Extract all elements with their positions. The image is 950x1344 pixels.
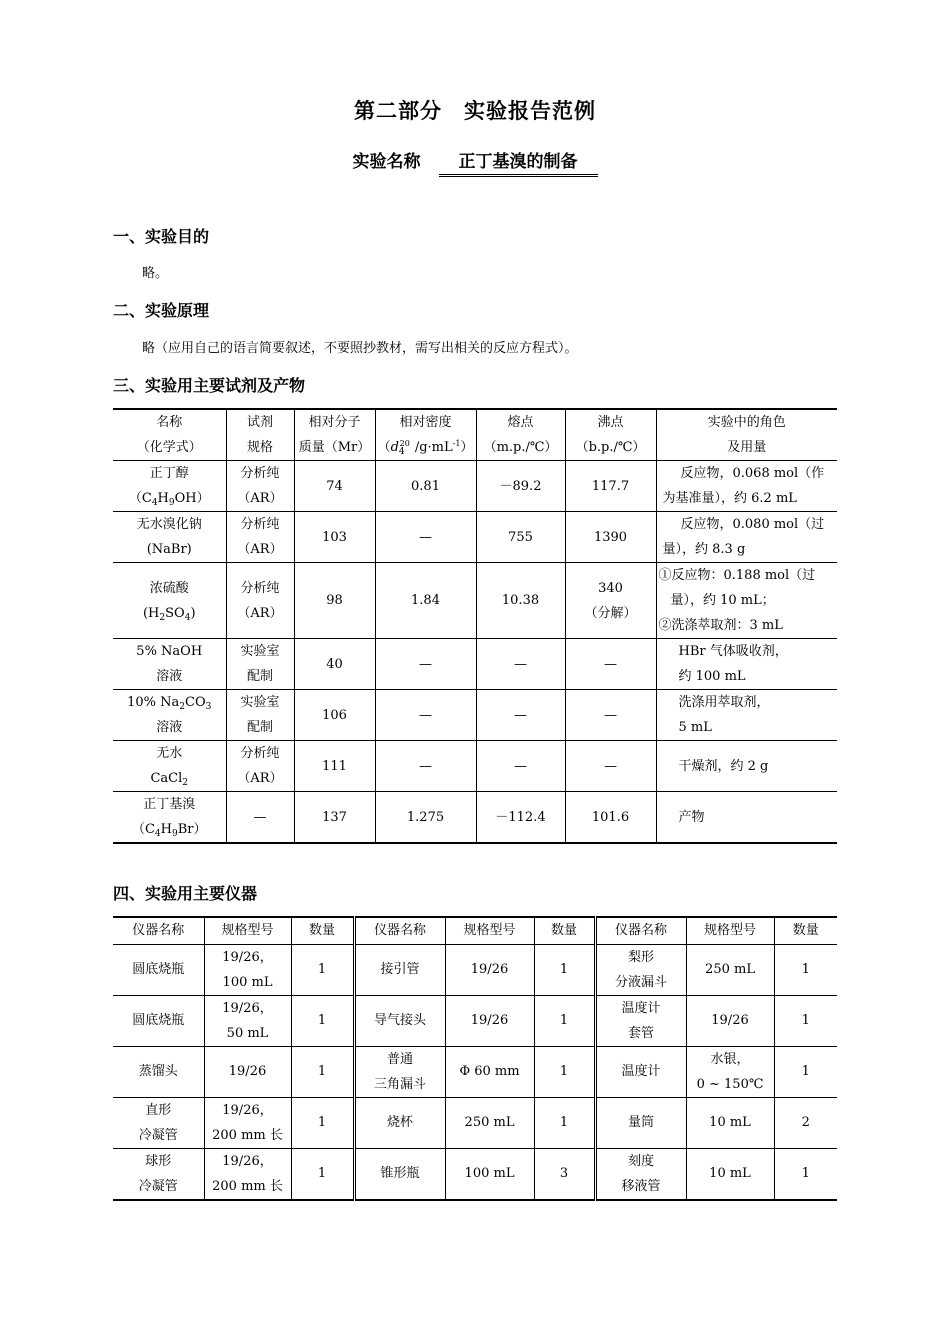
apparatus-cell-text: 1 xyxy=(559,1013,569,1028)
apparatus-cell-text: 1 xyxy=(317,962,327,977)
apparatus-cell-text: 圆底烧瓶 xyxy=(132,962,185,977)
apparatus-cell-text: 1 xyxy=(317,1166,327,1181)
apparatus-cell xyxy=(445,944,534,995)
apparatus-cell-text: 200 mm 长 xyxy=(212,1127,283,1143)
reagents-table xyxy=(113,408,837,844)
experiment-name-label: 实验名称 xyxy=(352,152,421,172)
apparatus-cell-text: 19/26 xyxy=(470,962,509,977)
header-spec: 试剂 规格 xyxy=(226,409,294,461)
apparatus-cell-text: 19/26， xyxy=(222,1153,273,1169)
table-row xyxy=(113,512,837,563)
apparatus-cell xyxy=(204,1046,291,1097)
table-row xyxy=(113,639,837,690)
reagent-bp: — xyxy=(565,639,656,690)
table-row xyxy=(113,1046,837,1097)
reagent-role: 产物 xyxy=(656,792,837,844)
reagent-role: 洗涤用萃取剂， 5 mL xyxy=(656,690,837,741)
reagent-spec: 实验室 配制 xyxy=(226,639,294,690)
apparatus-cell xyxy=(595,1046,686,1097)
reagent-name: 无水 CaCl$_2$ xyxy=(113,741,226,792)
reagent-mp: — xyxy=(476,741,565,792)
table-row xyxy=(113,792,837,844)
apparatus-header-cell: 仪器名称 xyxy=(595,917,686,944)
apparatus-cell-text: 三角漏斗 xyxy=(373,1076,426,1092)
apparatus-cell xyxy=(204,1148,291,1200)
reagent-spec: 实验室 配制 xyxy=(226,690,294,741)
apparatus-cell-text: 0 ~ 150℃ xyxy=(696,1076,764,1092)
apparatus-cell xyxy=(774,995,837,1046)
apparatus-cell xyxy=(445,1097,534,1148)
apparatus-cell-text: 移液管 xyxy=(621,1178,661,1194)
reagent-mr: 98 xyxy=(294,563,375,639)
apparatus-header-row xyxy=(113,917,837,944)
apparatus-cell-text: 分液漏斗 xyxy=(614,974,667,990)
apparatus-cell xyxy=(354,995,445,1046)
table-row xyxy=(113,741,837,792)
reagent-bp: 117.7 xyxy=(565,461,656,512)
reagent-bp: 101.6 xyxy=(565,792,656,844)
table-row xyxy=(113,563,837,639)
reagent-density: 1.275 xyxy=(375,792,476,844)
table-row xyxy=(113,461,837,512)
apparatus-cell xyxy=(534,1046,595,1097)
reagent-role: 反应物，0.068 mol（作 为基准量），约 6.2 mL xyxy=(656,461,837,512)
apparatus-cell-text: 水银， xyxy=(710,1051,750,1067)
experiment-name-line xyxy=(0,147,950,177)
apparatus-cell xyxy=(354,1148,445,1200)
apparatus-cell-text: Φ 60 mm xyxy=(459,1064,520,1079)
apparatus-cell-text: 圆底烧瓶 xyxy=(132,1013,185,1028)
apparatus-cell xyxy=(595,1097,686,1148)
apparatus-cell-text: 250 mL xyxy=(464,1115,515,1130)
apparatus-cell xyxy=(534,944,595,995)
apparatus-cell-text: 温度计 xyxy=(621,1064,661,1079)
apparatus-cell xyxy=(686,1148,774,1200)
apparatus-header-cell: 规格型号 xyxy=(445,917,534,944)
apparatus-cell xyxy=(774,944,837,995)
apparatus-header-cell: 数量 xyxy=(291,917,354,944)
reagent-density: — xyxy=(375,741,476,792)
apparatus-cell-text: 1 xyxy=(801,1166,810,1181)
apparatus-cell xyxy=(291,1148,354,1200)
apparatus-cell xyxy=(534,995,595,1046)
page-title xyxy=(0,95,950,125)
reagent-density: — xyxy=(375,690,476,741)
header-density: 相对密度 （$d_4^{20}$ $/g\cdot mL^{-1}$） xyxy=(375,409,476,461)
apparatus-cell xyxy=(113,1148,204,1200)
apparatus-header-cell: 规格型号 xyxy=(204,917,291,944)
apparatus-cell xyxy=(534,1097,595,1148)
apparatus-cell xyxy=(291,1046,354,1097)
apparatus-cell xyxy=(204,1097,291,1148)
reagent-mr: 111 xyxy=(294,741,375,792)
apparatus-cell xyxy=(686,1046,774,1097)
reagent-mr: 106 xyxy=(294,690,375,741)
apparatus-cell xyxy=(354,944,445,995)
reagent-name: 无水溴化钠 (NaBr) xyxy=(113,512,226,563)
apparatus-cell-text: 1 xyxy=(559,1064,569,1079)
apparatus-cell xyxy=(534,1148,595,1200)
apparatus-cell-text: 1 xyxy=(801,1013,810,1028)
apparatus-cell-text: 100 mL xyxy=(464,1166,515,1181)
apparatus-cell xyxy=(595,1148,686,1200)
reagent-spec: 分析纯 （AR） xyxy=(226,563,294,639)
header-bp: 沸点 （b.p./℃） xyxy=(565,409,656,461)
reagent-name: 5% NaOH 溶液 xyxy=(113,639,226,690)
apparatus-cell-text: 1 xyxy=(559,1115,569,1130)
reagent-mp: －112.4 xyxy=(476,792,565,844)
apparatus-header-cell: 数量 xyxy=(774,917,837,944)
reagent-mr: 137 xyxy=(294,792,375,844)
reagent-spec: 分析纯 （AR） xyxy=(226,512,294,563)
apparatus-cell xyxy=(291,995,354,1046)
header-name: 名称 （化学式） xyxy=(113,409,226,461)
section-heading-reagents: 三、实验用主要试剂及产物 xyxy=(113,376,306,395)
apparatus-cell-text: 梨形 xyxy=(627,949,654,965)
apparatus-cell xyxy=(291,944,354,995)
part-title: 实验报告范例 xyxy=(464,99,596,123)
reagent-bp: — xyxy=(565,690,656,741)
apparatus-cell-text: 1 xyxy=(559,962,569,977)
section-text-principle: 略（应用自己的语言简要叙述，不要照抄教材，需写出相关的反应方程式）。 xyxy=(142,341,578,356)
reagent-mr: 40 xyxy=(294,639,375,690)
apparatus-cell-text: 冷凝管 xyxy=(138,1178,178,1194)
apparatus-cell-text: 直形 xyxy=(145,1102,172,1118)
reagent-density: — xyxy=(375,639,476,690)
apparatus-cell xyxy=(774,1097,837,1148)
apparatus-cell xyxy=(445,1046,534,1097)
apparatus-cell xyxy=(204,944,291,995)
apparatus-cell-text: 19/26 xyxy=(711,1013,749,1028)
apparatus-header-cell: 仪器名称 xyxy=(354,917,445,944)
apparatus-cell xyxy=(354,1097,445,1148)
apparatus-cell-text: 2 xyxy=(801,1115,810,1130)
table-row xyxy=(113,944,837,995)
apparatus-header-cell: 仪器名称 xyxy=(113,917,204,944)
apparatus-cell xyxy=(686,944,774,995)
apparatus-cell-text: 1 xyxy=(317,1115,327,1130)
apparatus-cell-text: 普通 xyxy=(386,1051,413,1067)
apparatus-cell-text: 19/26， xyxy=(222,1102,273,1118)
section-heading-purpose: 一、实验目的 xyxy=(113,227,210,246)
apparatus-cell-text: 接引管 xyxy=(380,962,420,977)
table-row xyxy=(113,1148,837,1200)
apparatus-cell-text: 100 mL xyxy=(222,974,273,990)
reagent-density: 1.84 xyxy=(375,563,476,639)
apparatus-cell xyxy=(774,1046,837,1097)
apparatus-cell xyxy=(595,944,686,995)
reagent-name: 正丁基溴 $(C_4H_9Br)$ xyxy=(113,792,226,844)
apparatus-cell xyxy=(774,1148,837,1200)
table-row xyxy=(113,995,837,1046)
reagent-role: 反应物，0.080 mol（过 量），约 8.3 g xyxy=(656,512,837,563)
apparatus-cell xyxy=(113,944,204,995)
apparatus-cell xyxy=(445,995,534,1046)
reagent-density: 0.81 xyxy=(375,461,476,512)
apparatus-cell-text: 烧杯 xyxy=(386,1115,413,1130)
reagent-bp: 1390 xyxy=(565,512,656,563)
reagents-header-row xyxy=(113,409,837,461)
reagent-name: 正丁醇 $(C_4H_9OH)$ xyxy=(113,461,226,512)
apparatus-cell xyxy=(354,1046,445,1097)
apparatus-cell-text: 50 mL xyxy=(226,1025,269,1041)
apparatus-cell-text: 刻度 xyxy=(627,1153,654,1169)
reagent-spec: 分析纯 （AR） xyxy=(226,461,294,512)
reagent-name: 10% $Na_2CO_3$ 溶液 xyxy=(113,690,226,741)
apparatus-cell xyxy=(204,995,291,1046)
apparatus-cell xyxy=(291,1097,354,1148)
reagent-mp: 10.38 xyxy=(476,563,565,639)
header-role: 实验中的角色 及用量 xyxy=(656,409,837,461)
apparatus-cell xyxy=(686,1097,774,1148)
apparatus-cell-text: 10 mL xyxy=(709,1166,751,1181)
header-mr: 相对分子 质量（Mr） xyxy=(294,409,375,461)
apparatus-cell-text: 200 mm 长 xyxy=(212,1178,283,1194)
apparatus-cell-text: 温度计 xyxy=(621,1000,661,1016)
table-row xyxy=(113,690,837,741)
reagent-name: 浓硫酸 $(H_2SO_4)$ xyxy=(113,563,226,639)
apparatus-table xyxy=(113,916,837,1201)
apparatus-cell-text: 冷凝管 xyxy=(138,1127,178,1143)
apparatus-cell-text: 导气接头 xyxy=(373,1013,426,1028)
reagent-mr: 74 xyxy=(294,461,375,512)
apparatus-cell-text: 1 xyxy=(801,962,810,977)
apparatus-cell-text: 锥形瓶 xyxy=(380,1166,420,1181)
header-mp: 熔点 （m.p./℃） xyxy=(476,409,565,461)
apparatus-header-cell: 规格型号 xyxy=(686,917,774,944)
apparatus-cell-text: 1 xyxy=(801,1064,810,1079)
apparatus-header-cell: 数量 xyxy=(534,917,595,944)
experiment-name-value: 正丁基溴的制备 xyxy=(439,147,598,177)
apparatus-cell-text: 19/26， xyxy=(222,949,273,965)
section-heading-apparatus: 四、实验用主要仪器 xyxy=(113,884,258,903)
apparatus-cell-text: 蒸馏头 xyxy=(138,1064,178,1079)
reagent-bp: 340 （分解） xyxy=(565,563,656,639)
reagent-bp: — xyxy=(565,741,656,792)
apparatus-cell xyxy=(445,1148,534,1200)
table-row xyxy=(113,1097,837,1148)
reagent-density: — xyxy=(375,512,476,563)
apparatus-cell xyxy=(595,995,686,1046)
apparatus-cell-text: 19/26 xyxy=(470,1013,509,1028)
apparatus-cell xyxy=(113,1046,204,1097)
apparatus-cell xyxy=(113,1097,204,1148)
reagent-mp: — xyxy=(476,639,565,690)
apparatus-cell xyxy=(686,995,774,1046)
section-heading-principle: 二、实验原理 xyxy=(113,301,210,320)
reagent-spec: — xyxy=(226,792,294,844)
apparatus-cell-text: 10 mL xyxy=(709,1115,751,1130)
section-text-purpose: 略。 xyxy=(142,266,169,281)
apparatus-cell xyxy=(113,995,204,1046)
apparatus-cell-text: 250 mL xyxy=(705,962,755,977)
apparatus-cell-text: 19/26， xyxy=(222,1000,273,1016)
apparatus-cell-text: 球形 xyxy=(145,1153,172,1169)
reagent-mp: — xyxy=(476,690,565,741)
apparatus-cell-text: 3 xyxy=(559,1166,569,1181)
reagent-role: ①反应物：0.188 mol（过 量），约 10 mL； ②洗涤萃取剂：3 mL xyxy=(656,563,837,639)
apparatus-cell-text: 1 xyxy=(317,1064,327,1079)
reagent-mp: 755 xyxy=(476,512,565,563)
apparatus-cell-text: 量筒 xyxy=(627,1115,654,1130)
reagent-spec: 分析纯 （AR） xyxy=(226,741,294,792)
part-label: 第二部分 xyxy=(354,99,442,123)
apparatus-cell-text: 1 xyxy=(317,1013,327,1028)
reagent-mp: －89.2 xyxy=(476,461,565,512)
apparatus-cell-text: 套管 xyxy=(627,1025,654,1041)
reagent-mr: 103 xyxy=(294,512,375,563)
apparatus-cell-text: 19/26 xyxy=(228,1064,267,1079)
reagent-role: HBr 气体吸收剂， 约 100 mL xyxy=(656,639,837,690)
reagent-role: 干燥剂，约 2 g xyxy=(656,741,837,792)
